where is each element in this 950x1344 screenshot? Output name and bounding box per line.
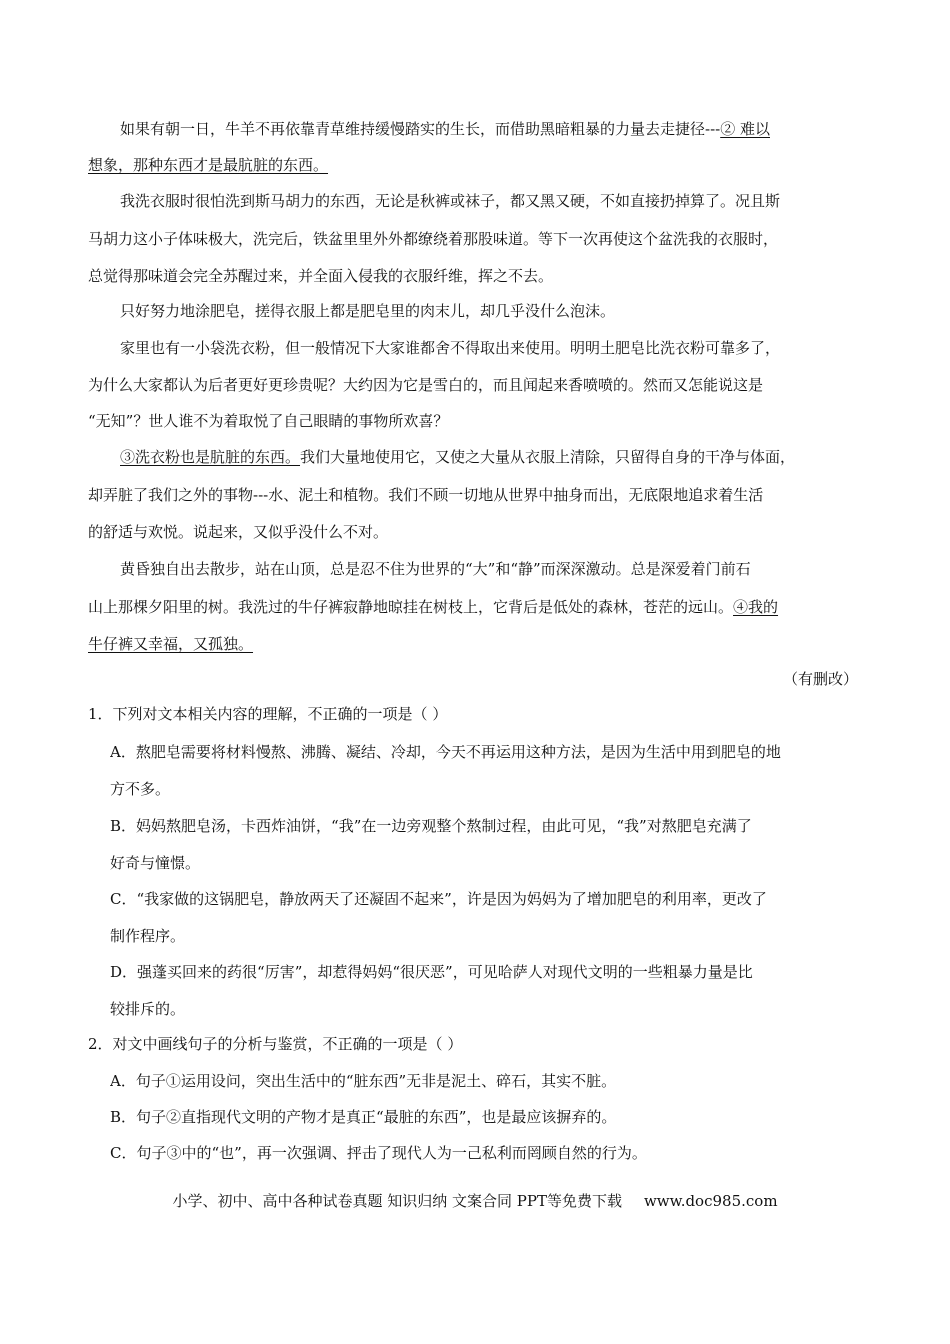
question-stem: 1．下列对文本相关内容的理解，不正确的一项是（ ） (88, 705, 448, 723)
passage-line (88, 154, 860, 176)
option-c: C．句子③中的“也”，再一次强调、抨击了现代人为一己私利而罔顾自然的行为。 (110, 1144, 647, 1162)
underlined-sentence-2: 想象，那种东西才是最肮脏的东西。 (88, 156, 329, 174)
option-d-cont: 较排斥的。 (110, 1000, 186, 1018)
option-b-cont: 好奇与憧憬。 (110, 854, 201, 872)
option-d: D．强蓬买回来的药很“厉害”，却惹得妈妈“很厌恶”，可见哈萨人对现代文明的一些粗暴力量是比 (110, 963, 753, 981)
passage-line: 为什么大家都认为后者更好更珍贵呢？大约因为它是雪白的，而且闻起来香喷喷的。然而又怎能说这是 (88, 376, 764, 394)
passage-text: 山上那棵夕阳里的树。我洗过的牛仔裤寂静地晾挂在树枝上，它背后是低处的森林，苍茫的远山。 (88, 598, 734, 616)
passage-line: 我洗衣服时很怕洗到斯马胡力的东西，无论是秋裤或袜子，都又黑又硬，不如直接扔掉算了。况且斯 (120, 192, 781, 210)
question-stem: 2．对文中画线句子的分析与鉴赏，不正确的一项是（ ） (88, 1035, 463, 1053)
underlined-sentence-4: 牛仔裤又幸福，又孤独。 (88, 635, 254, 653)
passage-line (120, 446, 860, 468)
footer-link[interactable]: www.doc985.com (643, 1192, 778, 1210)
page-footer (0, 1190, 950, 1212)
passage-line: 只好努力地涂肥皂，搓得衣服上都是肥皂里的肉末儿，却几乎没什么泡沫。 (120, 302, 616, 320)
source-note: （有删改） (782, 670, 858, 688)
underlined-sentence-2: ② 难以 (720, 120, 770, 138)
passage-line (120, 118, 860, 140)
underlined-sentence-3: ③洗衣粉也是肮脏的东西。 (120, 448, 301, 466)
passage-line: 却弄脏了我们之外的事物---水、泥土和植物。我们不顾一切地从世界中抽身而出，无底限地追求着生活 (88, 486, 764, 504)
passage-line (88, 633, 860, 655)
passage-line: “无知”？世人谁不为着取悦了自己眼睛的事物所欢喜？ (88, 412, 449, 430)
option-a-cont: 方不多。 (110, 780, 171, 798)
passage-text: 我们大量地使用它，又使之大量从衣服上清除，只留得自身的干净与体面， (300, 448, 796, 466)
option-b: B．妈妈熬肥皂汤，卡西炸油饼，“我”在一边旁观整个熬制过程，由此可见，“我”对熬肥皂充满了 (110, 817, 752, 835)
passage-line: 家里也有一小袋洗衣粉，但一般情况下大家谁都舍不得取出来使用。明明土肥皂比洗衣粉可靠多了， (120, 339, 781, 357)
passage-line: 总觉得那味道会完全苏醒过来，并全面入侵我的衣服纤维，挥之不去。 (88, 267, 554, 285)
passage-line: 的舒适与欢悦。说起来，又似乎没什么不对。 (88, 523, 389, 541)
option-c: C．“我家做的这锅肥皂，静放两天了还凝固不起来”，许是因为妈妈为了增加肥皂的利用率，更改了 (110, 890, 767, 908)
option-a: A．句子①运用设问，突出生活中的“脏东西”无非是泥土、碎石，其实不脏。 (110, 1072, 617, 1090)
passage-text: 如果有朝一日，牛羊不再依靠青草维持缓慢踏实的生长，而借助黑暗粗暴的力量去走捷径--- (120, 120, 721, 138)
passage-line: 黄昏独自出去散步，站在山顶，总是忍不住为世界的“大”和“静”而深深激动。总是深爱着门前石 (120, 560, 751, 578)
option-b: B．句子②直指现代文明的产物才是真正“最脏的东西”，也是最应该摒弃的。 (110, 1108, 617, 1126)
underlined-sentence-4: ④我的 (733, 598, 779, 616)
footer-text: 小学、初中、高中各种试卷真题 知识归纳 文案合同 PPT等免费下载 (172, 1192, 622, 1210)
passage-line: 马胡力这小子体味极大，洗完后，铁盆里里外外都缭绕着那股味道。等下一次再使这个盆洗我的衣服时， (88, 230, 779, 248)
option-a: A．熬肥皂需要将材料慢熬、沸腾、凝结、冷却，今天不再运用这种方法，是因为生活中用到肥皂的地 (110, 743, 781, 761)
passage-line (88, 596, 860, 618)
option-c-cont: 制作程序。 (110, 927, 186, 945)
